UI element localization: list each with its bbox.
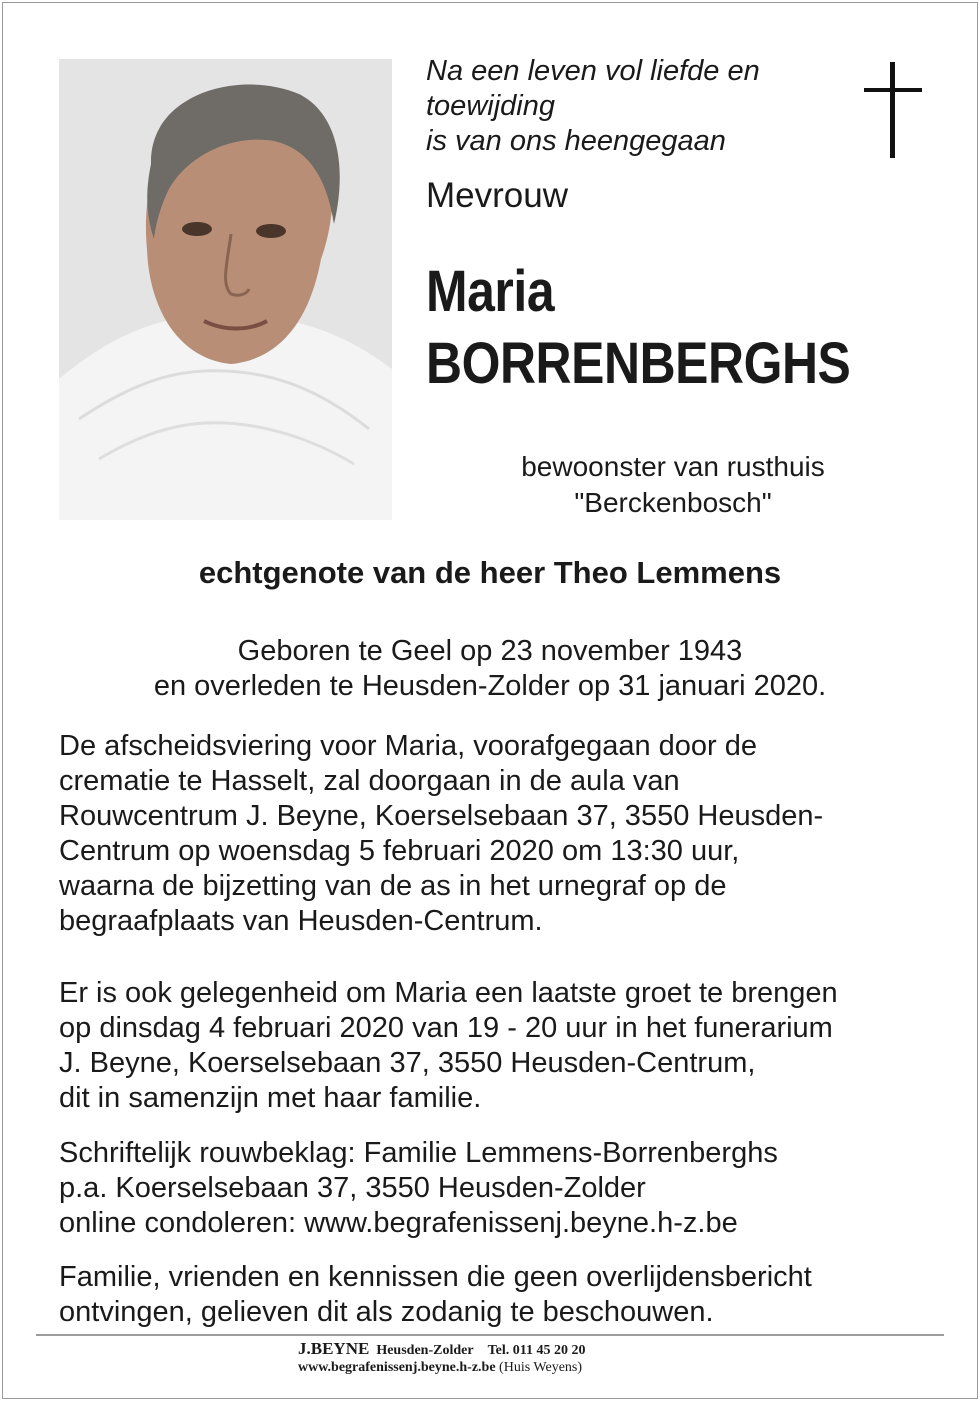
funeral-home-note: (Huis Weyens) — [499, 1360, 583, 1375]
last-name: BORRENBERGHS — [426, 331, 851, 396]
intro-line: Na een leven vol liefde en — [426, 55, 760, 87]
paragraph-line: J. Beyne, Koerselsebaan 37, 3550 Heusden-Centrum, — [59, 1047, 756, 1079]
portrait-photo — [59, 59, 392, 520]
residence-line: bewoonster van rusthuis — [521, 451, 825, 482]
intro-text — [426, 54, 846, 159]
paragraph-line: ontvingen, gelieven dit als zodanig te beschouwen. — [59, 1296, 714, 1328]
paragraph-line: Rouwcentrum J. Beyne, Koerselsebaan 37, 3550 Heusden- — [59, 800, 824, 832]
farewell-paragraph — [59, 729, 823, 939]
cross-icon — [864, 62, 922, 160]
paragraph-line: p.a. Koerselsebaan 37, 3550 Heusden-Zolder — [59, 1172, 646, 1204]
intro-line: is van ons heengegaan — [426, 125, 726, 157]
paragraph-line: begraafplaats van Heusden-Centrum. — [59, 905, 543, 937]
paragraph-line: waarna de bijzetting van de as in het urnegraf op de — [59, 870, 727, 902]
paragraph-line: Centrum op woensdag 5 februari 2020 om 13:30 uur, — [59, 835, 740, 867]
footer-line-2 — [298, 1359, 585, 1376]
paragraph-line: op dinsdag 4 februari 2020 van 19 - 20 uur in het funerarium — [59, 1012, 833, 1044]
portrait-illustration — [59, 59, 392, 520]
residence-line: "Berckenbosch" — [574, 487, 772, 518]
paragraph-line: dit in samenzijn met haar familie. — [59, 1082, 482, 1114]
first-name: Maria — [426, 259, 555, 324]
life-dates — [0, 634, 980, 704]
footer-divider — [36, 1334, 944, 1336]
spouse-line: echtgenote van de heer Theo Lemmens — [198, 555, 782, 590]
paragraph-line: Er is ook gelegenheid om Maria een laatste groet te brengen — [59, 977, 838, 1009]
paragraph-line: Schriftelijk rouwbeklag: Familie Lemmens-Borrenberghs — [59, 1137, 778, 1169]
deceased-name — [426, 256, 850, 400]
footer-line-1 — [298, 1340, 585, 1359]
intro-line: toewijding — [426, 90, 555, 122]
condolence-website-line[interactable]: online condoleren: www.begrafenissenj.beyne.h-z.be — [59, 1207, 738, 1239]
paragraph-line: Familie, vrienden en kennissen die geen overlijdensbericht — [59, 1261, 812, 1293]
residence-info — [420, 449, 926, 521]
closing-paragraph — [59, 1260, 812, 1330]
salutation: Mevrouw — [426, 176, 568, 215]
funeral-home-location: Heusden-Zolder — [376, 1343, 474, 1358]
birth-line: Geboren te Geel op 23 november 1943 — [237, 635, 743, 667]
funeral-home-brand: J.BEYNE — [298, 1339, 370, 1358]
paragraph-line: De afscheidsviering voor Maria, voorafgegaan door de — [59, 730, 758, 762]
condolence-paragraph — [59, 1136, 778, 1241]
death-line: en overleden te Heusden-Zolder op 31 januari 2020. — [153, 670, 827, 702]
funeral-home-website[interactable]: www.begrafenissenj.beyne.h-z.be — [298, 1360, 496, 1375]
footer — [298, 1340, 585, 1376]
funeral-home-phone[interactable]: Tel. 011 45 20 20 — [487, 1343, 586, 1358]
paragraph-line: crematie te Hasselt, zal doorgaan in de aula van — [59, 765, 680, 797]
visitation-paragraph — [59, 976, 838, 1116]
